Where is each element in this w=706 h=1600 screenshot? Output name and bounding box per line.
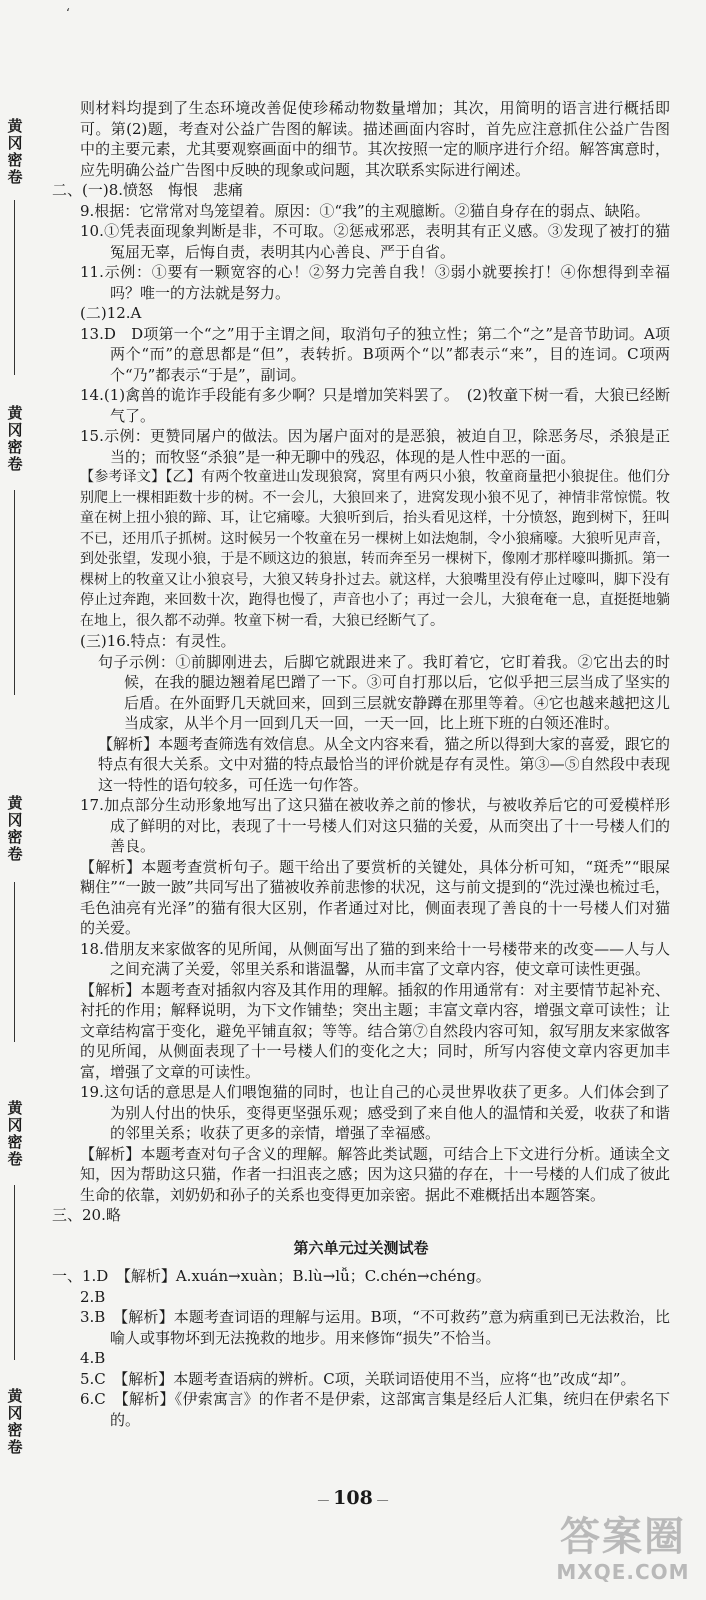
answer-line: 18.借朋友来家做客的见所闻，从侧面写出了猫的到来给十一号楼带来的改变——人与人之间充满了关爱，邻里关系和谐温馨，从而丰富了文章内容，使文章可读性更强。 [80,939,670,978]
answer-line: 句子示例：①前脚刚进去，后脚它就跟进来了。我盯着它，它盯着我。②它出去的时候，在我的腿边翘着尾巴蹭了一下。③可自打那以后，它似乎把三层当成了坚实的后盾。在外面野几天就回来，回到三层就安静蹲在那里等着。④它也越来越把这儿当成家，从半个月一回到几天一回，一天一回，比上班下班的白领还准时。 [98,652,670,732]
sidebar-rule [14,882,15,1042]
answer-line: 【参考译文】【乙】有两个牧童进山发现狼窝，窝里有两只小狼，牧童商量把小狼捉住。他们分别爬上一棵相距数十步的树。不一会儿，大狼回来了，进窝发现小狼不见了，神情非常惊慌。牧童在树上扭小狼的蹄、耳，让它痛嚎。大狼听到后，抬头看见这样，十分愤怒，跑到树下，狂叫不已，还用爪子抓树。这时候另一个牧童在另一棵树上如法炮制，令小狼痛嚎。大狼听见声音，到处张望，发现小狼，于是不顾这边的狼崽，转而奔至另一棵树下，像刚才那样嚎叫撕抓。第一棵树上的牧童又让小狼哀号，大狼又转身扑过去。就这样，大狼嘴里没有停止过嚎叫，脚下没有停止过奔跑，来回数十次，跑得也慢了，声音也小了；再过一会儿，大狼奄奄一息，直挺挺地躺在地上，很久都不动弹。牧童下树一看，大狼已经断气了。 [80,469,670,629]
answer-line: 4.B [80,1349,106,1367]
answer-line: 17.加点部分生动形象地写出了这只猫在被收养之前的惨状，与被收养后它的可爱模样形成了鲜明的对比，表现了十一号楼人们对这只猫的关爱，从而突出了十一号楼人们的善良。 [80,796,670,855]
watermark-url: MXQE.COM [556,1560,690,1584]
page-number: — 108 — [0,1487,706,1509]
answer-line: 14.(1)禽兽的诡诈手段能有多少啊？只是增加笑料罢了。 (2)牧童下树一看，大狼已经断气了。 [80,386,670,425]
answer-line: 6.C 【解析】《伊索寓言》的作者不是伊索，这部寓言集是经后人汇集，统归在伊索名下的。 [80,1390,670,1429]
answer-line: 9.根据：它常常对鸟笼望着。原因：①“我”的主观臆断。②猫自身存在的弱点、缺陷。 [80,201,650,220]
sidebar-mark: 黄冈密卷 [7,1099,23,1168]
answer-line: 二、(一)8.愤怒 悔恨 悲痛 [52,181,244,199]
left-sidebar [0,0,34,1600]
answer-line: 3.B 【解析】本题考查词语的理解与运用。B项，“不可救药”意为病重到已无法救治，比喻人或事物坏到无法挽救的地步。用来修饰“损失”不恰当。 [80,1308,670,1347]
answer-line: 19.这句话的意思是人们喂饱猫的同时，也让自己的心灵世界收获了更多。人们体会到了为别人付出的快乐，变得更坚强乐观；感受到了来自他人的温情和关爱，收获了和谐的邻里关系；收获了更多的亲情，增强了幸福感。 [80,1083,670,1142]
section-title: 第六单元过关测试卷 [293,1238,429,1257]
sidebar-mark: 黄冈密卷 [7,404,23,473]
answer-line: 10.①凭表面现象判断是非，不可取。②惩戒邪恶，表明其有正义感。③发现了被打的猫冤屈无辜，后悔自责，表明其内心善良、严于自省。 [80,222,670,261]
answer-line: 11.示例：①要有一颗宽容的心！②努力完善自我！③弱小就要挨打！④你想得到幸福吗？唯一的方法就是努力。 [80,263,670,302]
answer-line: 5.C 【解析】本题考查语病的辨析。C项，关联词语使用不当，应将“也”改成“却”。 [80,1369,636,1388]
answer-line: 2.B [80,1287,106,1306]
answer-line: 【解析】本题考查对句子含义的理解。解答此类试题，可结合上下文进行分析。通读全文知，因为帮助这只猫，作者一扫沮丧之感；因为这只猫的存在，十一号楼的人们成了彼此生命的依靠，刘奶奶和孙子的关系也变得更加亲密。据此不难概括出本题答案。 [80,1144,670,1204]
sidebar-mark: 黄冈密卷 [7,794,23,863]
answer-line: 15.示例：更赞同屠户的做法。因为屠户面对的是恶狼，被迫自卫，除恶务尽，杀狼是正当的；而牧竖“杀狼”是一种无聊中的残忍，体现的是人性中恶的一面。 [80,427,670,466]
watermark-logo: 答案圈 [560,1514,686,1560]
answer-line: 【解析】本题考查筛选有效信息。从全文内容来看，猫之所以得到大家的喜爱，跟它的特点有很大关系。文中对猫的特点最恰当的评价就是存有灵性。第③—⑤自然段中表现这一特性的语句较多，可任选一句作答。 [98,734,670,794]
top-tick-mark: ‘ [66,6,70,20]
watermark [548,1514,698,1594]
sidebar-rule [14,490,15,695]
sidebar-rule [14,200,15,375]
answer-line: 13.D D项第一个“之”用于主谓之间，取消句子的独立性；第二个“之”是音节助词。A项两个“而”的意思都是“但”，表转折。B项两个“以”都表示“来”，目的连词。C项两个“乃”都表示“于是”，副词。 [80,324,670,384]
answer-line: 【解析】本题考查赏析句子。题干给出了要赏析的关键处，具体分析可知，“斑秃”“眼屎糊住”“一跛一跛”共同写出了猫被收养前悲惨的状况，这与前文提到的“洗过澡也梳过毛，毛色油亮有光泽”的猫有很大区别，作者通过对比，侧面表现了善良的十一号楼人们对猫的关爱。 [80,857,670,937]
sidebar-rule [14,1185,15,1360]
answer-line: 三、20.略 [52,1206,121,1224]
answer-line: (二)12.A [80,304,142,322]
answer-content [52,98,670,1430]
answer-line: (三)16.特点：有灵性。 [80,632,236,650]
answer-line: 则材料均提到了生态环境改善促使珍稀动物数量增加；其次，用简明的语言进行概括即可。第(2)题，考查对公益广告图的解读。描述画面内容时，首先应注意抓住公益广告图中的主要元素，尤其要观察画面中的细节。其次按照一定的顺序进行介绍。解答寓意时，应先明确公益广告图中反映的现象或问题，其次联系实际进行阐述。 [80,99,670,179]
sidebar-mark: 黄冈密卷 [7,1387,23,1456]
answer-line: 一、1.D 【解析】A.xuán→xuàn；B.lù→lǚ；C.chén→chéng。 [52,1267,491,1285]
sidebar-mark: 黄冈密卷 [7,117,23,186]
answer-line: 【解析】本题考查对插叙内容及其作用的理解。插叙的作用通常有：对主要情节起补充、衬托的作用；解释说明，为下文作铺垫；突出主题；丰富文章内容，增强文章可读性；让文章结构富于变化，避免平铺直叙；等等。结合第⑦自然段内容可知，叙写朋友来家做客的见所闻，从侧面表现了十一号楼人们的变化之大；同时，所写内容使文章内容更加丰富，增强了文章的可读性。 [80,980,670,1081]
